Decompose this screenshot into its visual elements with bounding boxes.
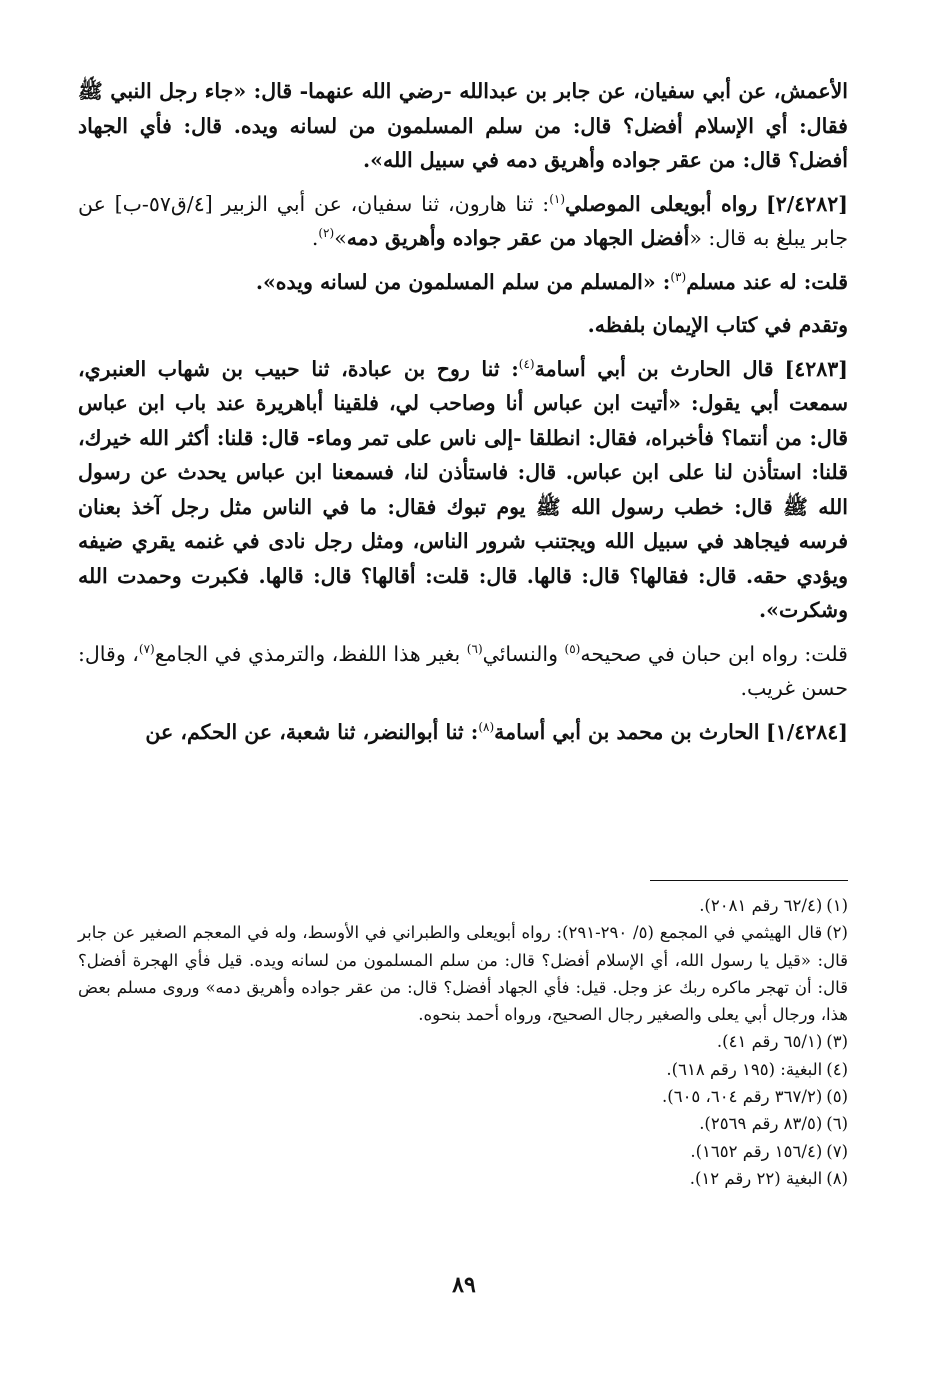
page-number: ٨٩ (452, 1272, 476, 1298)
paragraph-iman (78, 308, 848, 343)
paragraph-lead: قلت: له عند مسلم (686, 269, 848, 294)
paragraph-text: ، وقال: حسن غريب. (78, 641, 848, 700)
footnote-text: البغية: (١٩٥ رقم ٦١٨). (666, 1059, 823, 1079)
footnote-ref[interactable]: (١) (549, 191, 566, 206)
footnote-text: (١٥٦/٤ رقم ١٦٥٢). (690, 1141, 823, 1161)
paragraph-text: قلت: رواه ابن حبان في صحيحه (580, 641, 848, 666)
footnote-number: (٧) (826, 1141, 848, 1161)
paragraph-4283 (78, 352, 848, 628)
footnote-2 (78, 919, 848, 1028)
footnote-text: (٣٦٧/٢ رقم ٦٠٤، ٦٠٥). (662, 1087, 823, 1107)
footnote-number: (٣) (826, 1032, 848, 1052)
hadith-number: [٢/٤٢٨٢] (766, 191, 848, 216)
paragraph-text: : ثنا هارون، ثنا سفيان، عن أبي الزبير [٤/ق٥٧-ب] عن جابر يبلغ به قال: « (78, 191, 848, 250)
footnote-text: (٦٥/١ رقم ٤١). (716, 1032, 823, 1052)
footnote-text: (٦٢/٤ رقم ٢٠٨١). (699, 896, 823, 915)
footnote-text: البغية (٢٢ رقم ١٢). (689, 1168, 823, 1188)
hadith-number: [٤٢٨٣] (784, 356, 848, 381)
footnote-ref[interactable]: (٧) (138, 641, 155, 656)
footnote-number: (٤) (826, 1059, 848, 1079)
footnote-1 (78, 892, 848, 919)
main-text (78, 74, 848, 758)
paragraph-muslim (78, 265, 848, 300)
footnote-3 (78, 1028, 848, 1055)
footnote-ref[interactable]: (٨) (478, 719, 495, 734)
footnote-6 (78, 1110, 848, 1137)
paragraph-text: : «المسلم من سلم المسلمون من لسانه ويده». (255, 269, 671, 294)
footnote-4 (78, 1056, 848, 1083)
footnotes (78, 892, 848, 1192)
footnote-7 (78, 1138, 848, 1165)
footnote-text: قال الهيثمي في المجمع (٥/ ٢٩٠-٢٩١): رواه أبويعلى والطبراني في الأوسط، وله في المعجم الصغير عن جابر قال: «قيل يا رسول الله، أي الإسلام أفضل؟ قال: من سلم المسلمون من لسانه ويده. قيل فأي الهجرة أفضل؟ قال: أن تهجر ماكره ربك عز وجل. قيل: فأي الجهاد أفضل؟ قال: من عقر جواده وأهريق دمه» وروى مسلم بعض هذا، ورجال أبي يعلى والصغير رجال الصحيح، ورواه أحمد بنحوه. (78, 923, 848, 1025)
narrator-heading: رواه أبويعلى الموصلي (565, 191, 758, 216)
paragraph-4282 (78, 187, 848, 256)
quote-close: » (334, 226, 347, 250)
footnote-ref[interactable]: (٣) (670, 269, 687, 284)
footnote-5 (78, 1083, 848, 1110)
footnote-ref[interactable]: (٢) (318, 226, 335, 241)
footnote-number: (٦) (826, 1114, 848, 1134)
paragraph-text: بغير هذا اللفظ، والترمذي في الجامع (154, 641, 467, 666)
footnote-number: (٢) (826, 923, 848, 943)
footnote-ref[interactable]: (٤) (518, 356, 535, 371)
paragraph-text: : ثنا روح بن عبادة، ثنا حبيب بن شهاب العنبري، سمعت أبي يقول: «أتيت ابن عباس أنا وصاحب لي، فلقينا أباهريرة عند باب ابن عباس قال: من أنتما؟ فأخبراه، فقال: انطلقا -إلى ناس على تمر وماء- قال: قلنا: أكثر الله خيرك، قلنا: استأذن لنا على ابن عباس. قال: فاستأذن لنا، فسمعنا ابن عباس يحدث عن رسول الله ﷺ قال: خطب رسول الله ﷺ يوم تبوك فقال: ما في الناس مثل رجل آخذ بعنان فرسه فيجاهد في سبيل الله ويجتنب شرور الناس، ومثل رجل نادى في غنمه يقري ضيفه ويؤدي حقه. قال: فقالها؟ قال: قالها. قال: قلت: أقالها؟ قال: قالها. فكبرت وحمدت الله وشكرت». (78, 356, 848, 622)
footnote-divider (650, 880, 848, 881)
footnote-text: (٨٣/٥ رقم ٢٥٦٩). (699, 1114, 823, 1134)
footnote-ref[interactable]: (٦) (466, 641, 483, 656)
footnote-number: (٥) (826, 1087, 848, 1107)
paragraph-hadith-jabir (78, 74, 848, 178)
paragraph-text: : ثنا أبوالنضر، ثنا شعبة، عن الحكم، عن (145, 719, 479, 744)
hadith-number: [١/٤٢٨٤] (766, 719, 848, 744)
paragraph-4284 (78, 715, 848, 750)
footnote-number: (١) (826, 896, 848, 915)
period: . (311, 226, 319, 250)
narrator-heading: الحارث بن محمد بن أبي أسامة (494, 719, 760, 744)
paragraph-text: والنسائي (482, 641, 565, 666)
hadith-quote: أفضل الجهاد من عقر جواده وأهريق دمه (346, 226, 690, 250)
footnote-8 (78, 1165, 848, 1192)
paragraph-ibn-hibban (78, 637, 848, 706)
paragraph-text: وتقدم في كتاب الإيمان بلفظه. (587, 313, 848, 337)
paragraph-text: الأعمش، عن أبي سفيان، عن جابر بن عبدالله -رضي الله عنهما- قال: «جاء رجل النبي ﷺ فقال: أي الإسلام أفضل؟ قال: من سلم المسلمون من لسانه ويده. قال: فأي الجهاد أفضل؟ قال: من عقر جواده وأهريق دمه في سبيل الله». (78, 79, 848, 172)
footnote-ref[interactable]: (٥) (564, 641, 581, 656)
narrator-heading: قال الحارث بن أبي أسامة (534, 356, 774, 381)
footnote-number: (٨) (826, 1168, 848, 1188)
